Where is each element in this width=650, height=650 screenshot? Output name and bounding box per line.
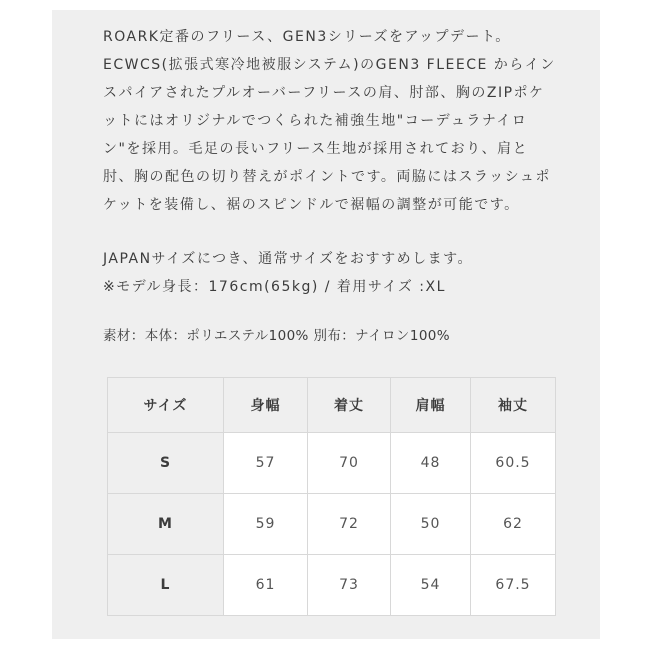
sizing-note <box>103 245 600 301</box>
description-line: 肘、胸の配色の切り替えがポイントです。両脇にはスラッシュポ <box>103 169 551 185</box>
measurement-value: 60.5 <box>471 433 556 494</box>
measurement-value: 73 <box>308 555 391 616</box>
description-line: ン"を採用。毛足の長いフリース生地が採用されており、肩と <box>103 141 529 157</box>
sizing-note-line: JAPANサイズにつき、通常サイズをおすすめします。 <box>103 251 473 267</box>
material-info: 素材：本体：ポリエステル100% 別布：ナイロン100% <box>103 328 451 344</box>
size-chart-row-s <box>108 433 556 494</box>
measurement-value: 72 <box>308 494 391 555</box>
description-line: スパイアされたプルオーバーフリースの肩、肘部、胸のZIPポケ <box>103 85 545 101</box>
column-header-body-width: 身幅 <box>224 378 308 433</box>
product-description-panel <box>52 10 600 639</box>
description-line: ROARK定番のフリース、GEN3シリーズをアップデート。 <box>103 29 511 45</box>
column-header-shoulder-width: 肩幅 <box>391 378 471 433</box>
product-description-paragraph <box>103 23 600 219</box>
measurement-value: 50 <box>391 494 471 555</box>
size-label: L <box>108 555 224 616</box>
size-chart-table <box>107 377 556 616</box>
size-chart-header-row <box>108 378 556 433</box>
size-chart-row-m <box>108 494 556 555</box>
measurement-value: 70 <box>308 433 391 494</box>
model-size-note-line: ※モデル身長：176cm(65kg) / 着用サイズ :XL <box>103 279 446 295</box>
measurement-value: 62 <box>471 494 556 555</box>
measurement-value: 48 <box>391 433 471 494</box>
column-header-size: サイズ <box>108 378 224 433</box>
measurement-value: 54 <box>391 555 471 616</box>
description-line: ットにはオリジナルでつくられた補強生地"コーデュラナイロ <box>103 113 528 129</box>
size-chart-row-l <box>108 555 556 616</box>
product-description-content <box>52 10 600 616</box>
measurement-value: 61 <box>224 555 308 616</box>
measurement-value: 59 <box>224 494 308 555</box>
size-label: M <box>108 494 224 555</box>
size-label: S <box>108 433 224 494</box>
column-header-sleeve-length: 袖丈 <box>471 378 556 433</box>
description-line: ECWCS(拡張式寒冷地被服システム)のGEN3 FLEECE からイン <box>103 57 556 73</box>
description-line: ケットを装備し、裾のスピンドルで裾幅の調整が可能です。 <box>103 197 520 213</box>
measurement-value: 67.5 <box>471 555 556 616</box>
measurement-value: 57 <box>224 433 308 494</box>
column-header-length: 着丈 <box>308 378 391 433</box>
